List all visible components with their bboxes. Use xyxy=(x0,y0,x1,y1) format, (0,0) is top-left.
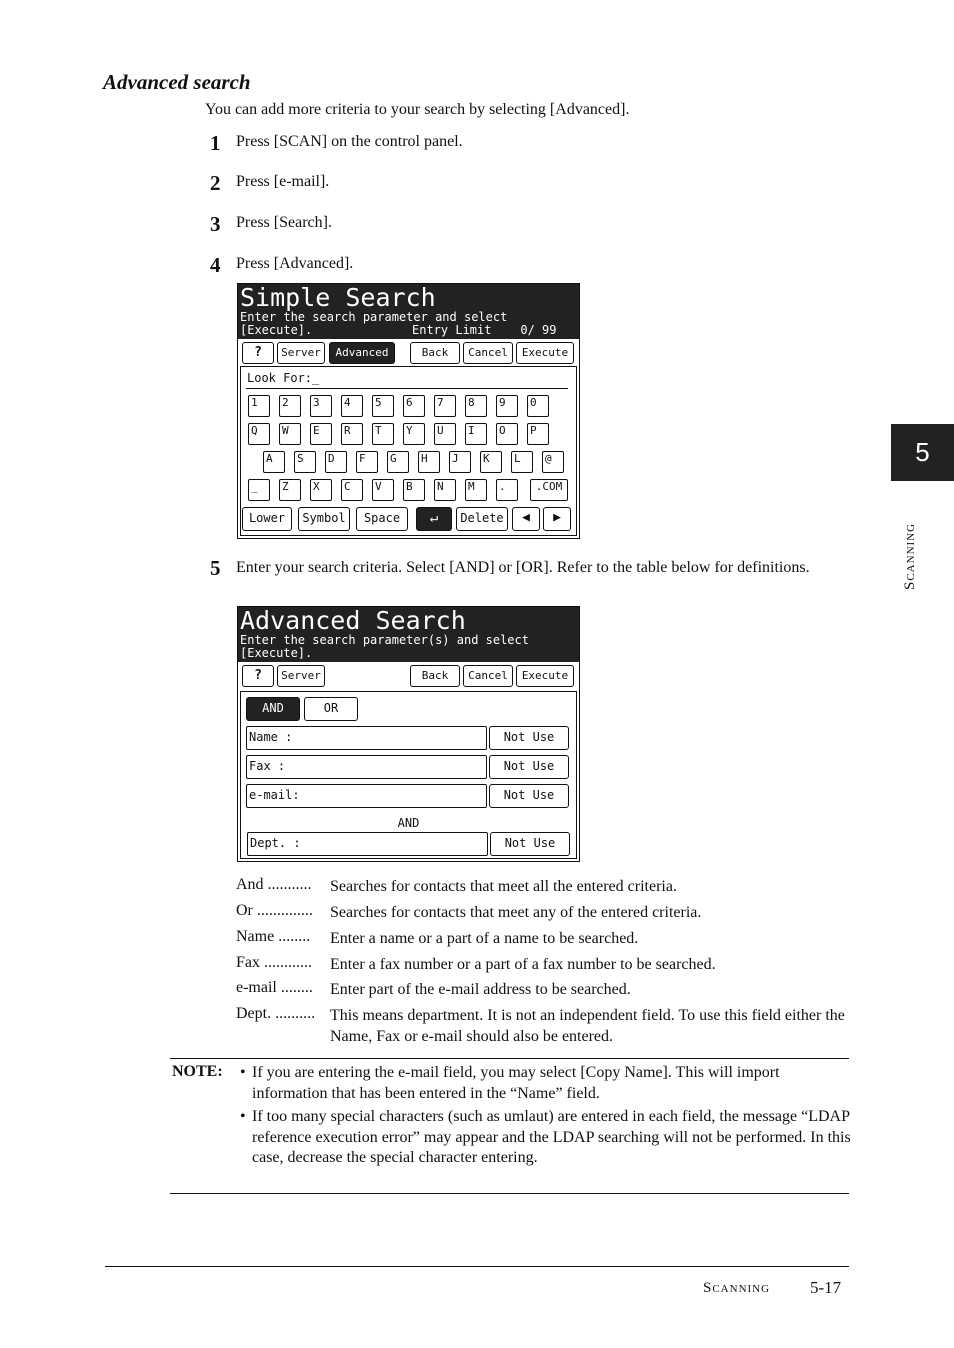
back-button[interactable]: Back xyxy=(410,665,460,687)
cursor-left-icon[interactable]: ◀ xyxy=(512,507,540,531)
execute-button[interactable]: Execute xyxy=(516,342,574,364)
key-h[interactable]: H xyxy=(418,451,440,473)
keyboard-panel xyxy=(240,366,577,536)
name-field[interactable]: Name : xyxy=(246,726,487,750)
key-9[interactable]: 9 xyxy=(496,395,518,417)
key-x[interactable]: X xyxy=(310,479,332,501)
space-button[interactable]: Space xyxy=(356,507,408,531)
key-n[interactable]: N xyxy=(434,479,456,501)
execute-button[interactable]: Execute xyxy=(516,665,574,687)
step-5-number: 5 xyxy=(210,556,221,580)
dotcom-key[interactable]: .COM xyxy=(530,479,568,501)
step-4-number: 4 xyxy=(210,253,221,277)
intro-text: You can add more criteria to your search by selecting [Advanced]. xyxy=(205,101,630,118)
definition-description: Searches for contacts that meet any of the entered criteria. xyxy=(330,904,702,921)
key-u[interactable]: U xyxy=(434,423,456,445)
key-m[interactable]: M xyxy=(465,479,487,501)
note-top-rule xyxy=(170,1058,849,1059)
step-5-text: Enter your search criteria. Select [AND] or [OR]. Refer to the table below for definitions. xyxy=(236,559,810,576)
bullet: • xyxy=(240,1108,246,1125)
note-bottom-rule xyxy=(170,1193,849,1194)
email-field[interactable]: e-mail: xyxy=(246,784,487,808)
step-1-text: Press [SCAN] on the control panel. xyxy=(236,133,463,150)
definition-description: Enter a name or a part of a name to be searched. xyxy=(330,930,639,947)
button-bar xyxy=(240,341,577,365)
definition-term: Or .............. xyxy=(236,902,313,919)
key-l[interactable]: L xyxy=(511,451,533,473)
key-d[interactable]: D xyxy=(325,451,347,473)
key-6[interactable]: 6 xyxy=(403,395,425,417)
step-4-text: Press [Advanced]. xyxy=(236,255,354,272)
note-item xyxy=(240,1107,852,1169)
lower-button[interactable]: Lower xyxy=(242,507,292,531)
key-t[interactable]: T xyxy=(372,423,394,445)
fax-not-use-button[interactable]: Not Use xyxy=(489,755,569,779)
screen-subtitle-line-2: [Execute]. xyxy=(240,323,313,337)
definition-term: Name ........ xyxy=(236,928,311,945)
key-a[interactable]: A xyxy=(263,451,285,473)
page-number: 5-17 xyxy=(810,1278,842,1297)
key-e[interactable]: E xyxy=(310,423,332,445)
cancel-button[interactable]: Cancel xyxy=(463,342,513,364)
key-z[interactable]: Z xyxy=(279,479,301,501)
key-i[interactable]: I xyxy=(465,423,487,445)
definition-term: And ........... xyxy=(236,876,312,893)
note-item xyxy=(240,1063,852,1104)
server-button[interactable]: Server xyxy=(277,665,325,687)
dept-not-use-button[interactable]: Not Use xyxy=(490,832,570,856)
dept-field[interactable]: Dept. : xyxy=(247,832,488,856)
button-bar xyxy=(240,664,577,688)
key-v[interactable]: V xyxy=(372,479,394,501)
key-4[interactable]: 4 xyxy=(341,395,363,417)
key-0[interactable]: 0 xyxy=(527,395,549,417)
definition-description: This means department. It is not an independent field. To use this field either the Name, Fax or e-mail should also be entered. xyxy=(330,1007,845,1045)
help-button[interactable]: ? xyxy=(242,665,274,687)
fax-field[interactable]: Fax : xyxy=(246,755,487,779)
key-q[interactable]: Q xyxy=(248,423,270,445)
definition-description: Searches for contacts that meet all the entered criteria. xyxy=(330,878,677,895)
back-button[interactable]: Back xyxy=(410,342,460,364)
name-not-use-button[interactable]: Not Use xyxy=(489,726,569,750)
key-o[interactable]: O xyxy=(496,423,518,445)
key-underscore[interactable]: _ xyxy=(248,479,270,501)
screen-subtitle-line-1: Enter the search parameter(s) and select xyxy=(240,633,529,647)
advanced-search-screen xyxy=(237,606,580,862)
email-not-use-button[interactable]: Not Use xyxy=(489,784,569,808)
footer-section-label: Scanning xyxy=(703,1280,771,1296)
key-g[interactable]: G xyxy=(387,451,409,473)
key-f[interactable]: F xyxy=(356,451,378,473)
or-toggle[interactable]: OR xyxy=(304,697,358,721)
definition-term: Dept. .......... xyxy=(236,1005,316,1022)
section-title: Advanced search xyxy=(103,70,251,94)
step-3-text: Press [Search]. xyxy=(236,214,332,231)
screen-title: Advanced Search xyxy=(240,606,466,635)
key-2[interactable]: 2 xyxy=(279,395,301,417)
key-7[interactable]: 7 xyxy=(434,395,456,417)
help-button[interactable]: ? xyxy=(242,342,274,364)
key-r[interactable]: R xyxy=(341,423,363,445)
bullet: • xyxy=(240,1064,246,1081)
step-2-text: Press [e-mail]. xyxy=(236,173,330,190)
footer-rule xyxy=(105,1266,849,1267)
server-button[interactable]: Server xyxy=(277,342,325,364)
definition-description: Enter part of the e-mail address to be searched. xyxy=(330,981,631,998)
key-s[interactable]: S xyxy=(294,451,316,473)
and-toggle[interactable]: AND xyxy=(246,697,300,721)
key-at[interactable]: @ xyxy=(542,451,564,473)
delete-button[interactable]: Delete xyxy=(456,507,508,531)
screen-title: Simple Search xyxy=(240,283,436,312)
definition-term: Fax ............ xyxy=(236,954,312,971)
key-3[interactable]: 3 xyxy=(310,395,332,417)
key-period[interactable]: . xyxy=(496,479,518,501)
simple-search-screen xyxy=(237,283,580,539)
screen-header xyxy=(238,607,579,662)
key-p[interactable]: P xyxy=(527,423,549,445)
input-underline xyxy=(246,388,568,389)
look-for-field[interactable]: Look For:_ xyxy=(247,371,320,385)
step-2-number: 2 xyxy=(210,171,221,195)
definition-term: e-mail ........ xyxy=(236,979,313,996)
key-y[interactable]: Y xyxy=(403,423,425,445)
side-section-label: Scanning xyxy=(902,522,918,590)
advanced-button[interactable]: Advanced xyxy=(329,342,395,364)
key-8[interactable]: 8 xyxy=(465,395,487,417)
key-b[interactable]: B xyxy=(403,479,425,501)
entry-limit: Entry Limit 0/ 99 xyxy=(412,323,557,337)
definition-description: Enter a fax number or a part of a fax number to be searched. xyxy=(330,956,716,973)
screen-header xyxy=(238,284,579,339)
chapter-tab: 5 xyxy=(891,424,954,481)
cancel-button[interactable]: Cancel xyxy=(463,665,513,687)
key-1[interactable]: 1 xyxy=(248,395,270,417)
symbol-button[interactable]: Symbol xyxy=(298,507,350,531)
and-divider-label: AND xyxy=(397,816,420,830)
key-c[interactable]: C xyxy=(341,479,363,501)
note-text: If you are entering the e-mail field, you may select [Copy Name]. This will import information that has been entered in the “Name” field. xyxy=(252,1064,780,1102)
key-5[interactable]: 5 xyxy=(372,395,394,417)
key-w[interactable]: W xyxy=(279,423,301,445)
note-label: NOTE: xyxy=(172,1063,223,1080)
step-1-number: 1 xyxy=(210,131,221,155)
step-3-number: 3 xyxy=(210,212,221,236)
key-k[interactable]: K xyxy=(480,451,502,473)
enter-icon[interactable]: ↵ xyxy=(416,507,452,531)
cursor-right-icon[interactable]: ▶ xyxy=(543,507,571,531)
screen-subtitle-line-1: Enter the search parameter and select xyxy=(240,310,508,324)
key-j[interactable]: J xyxy=(449,451,471,473)
note-text: If too many special characters (such as umlaut) are entered in each field, the message “LDAP reference execution error” may appear and the LDAP searching will not be performed. In this case, decrease the special character entering. xyxy=(252,1108,851,1166)
screen-subtitle-line-2: [Execute]. xyxy=(240,646,313,660)
